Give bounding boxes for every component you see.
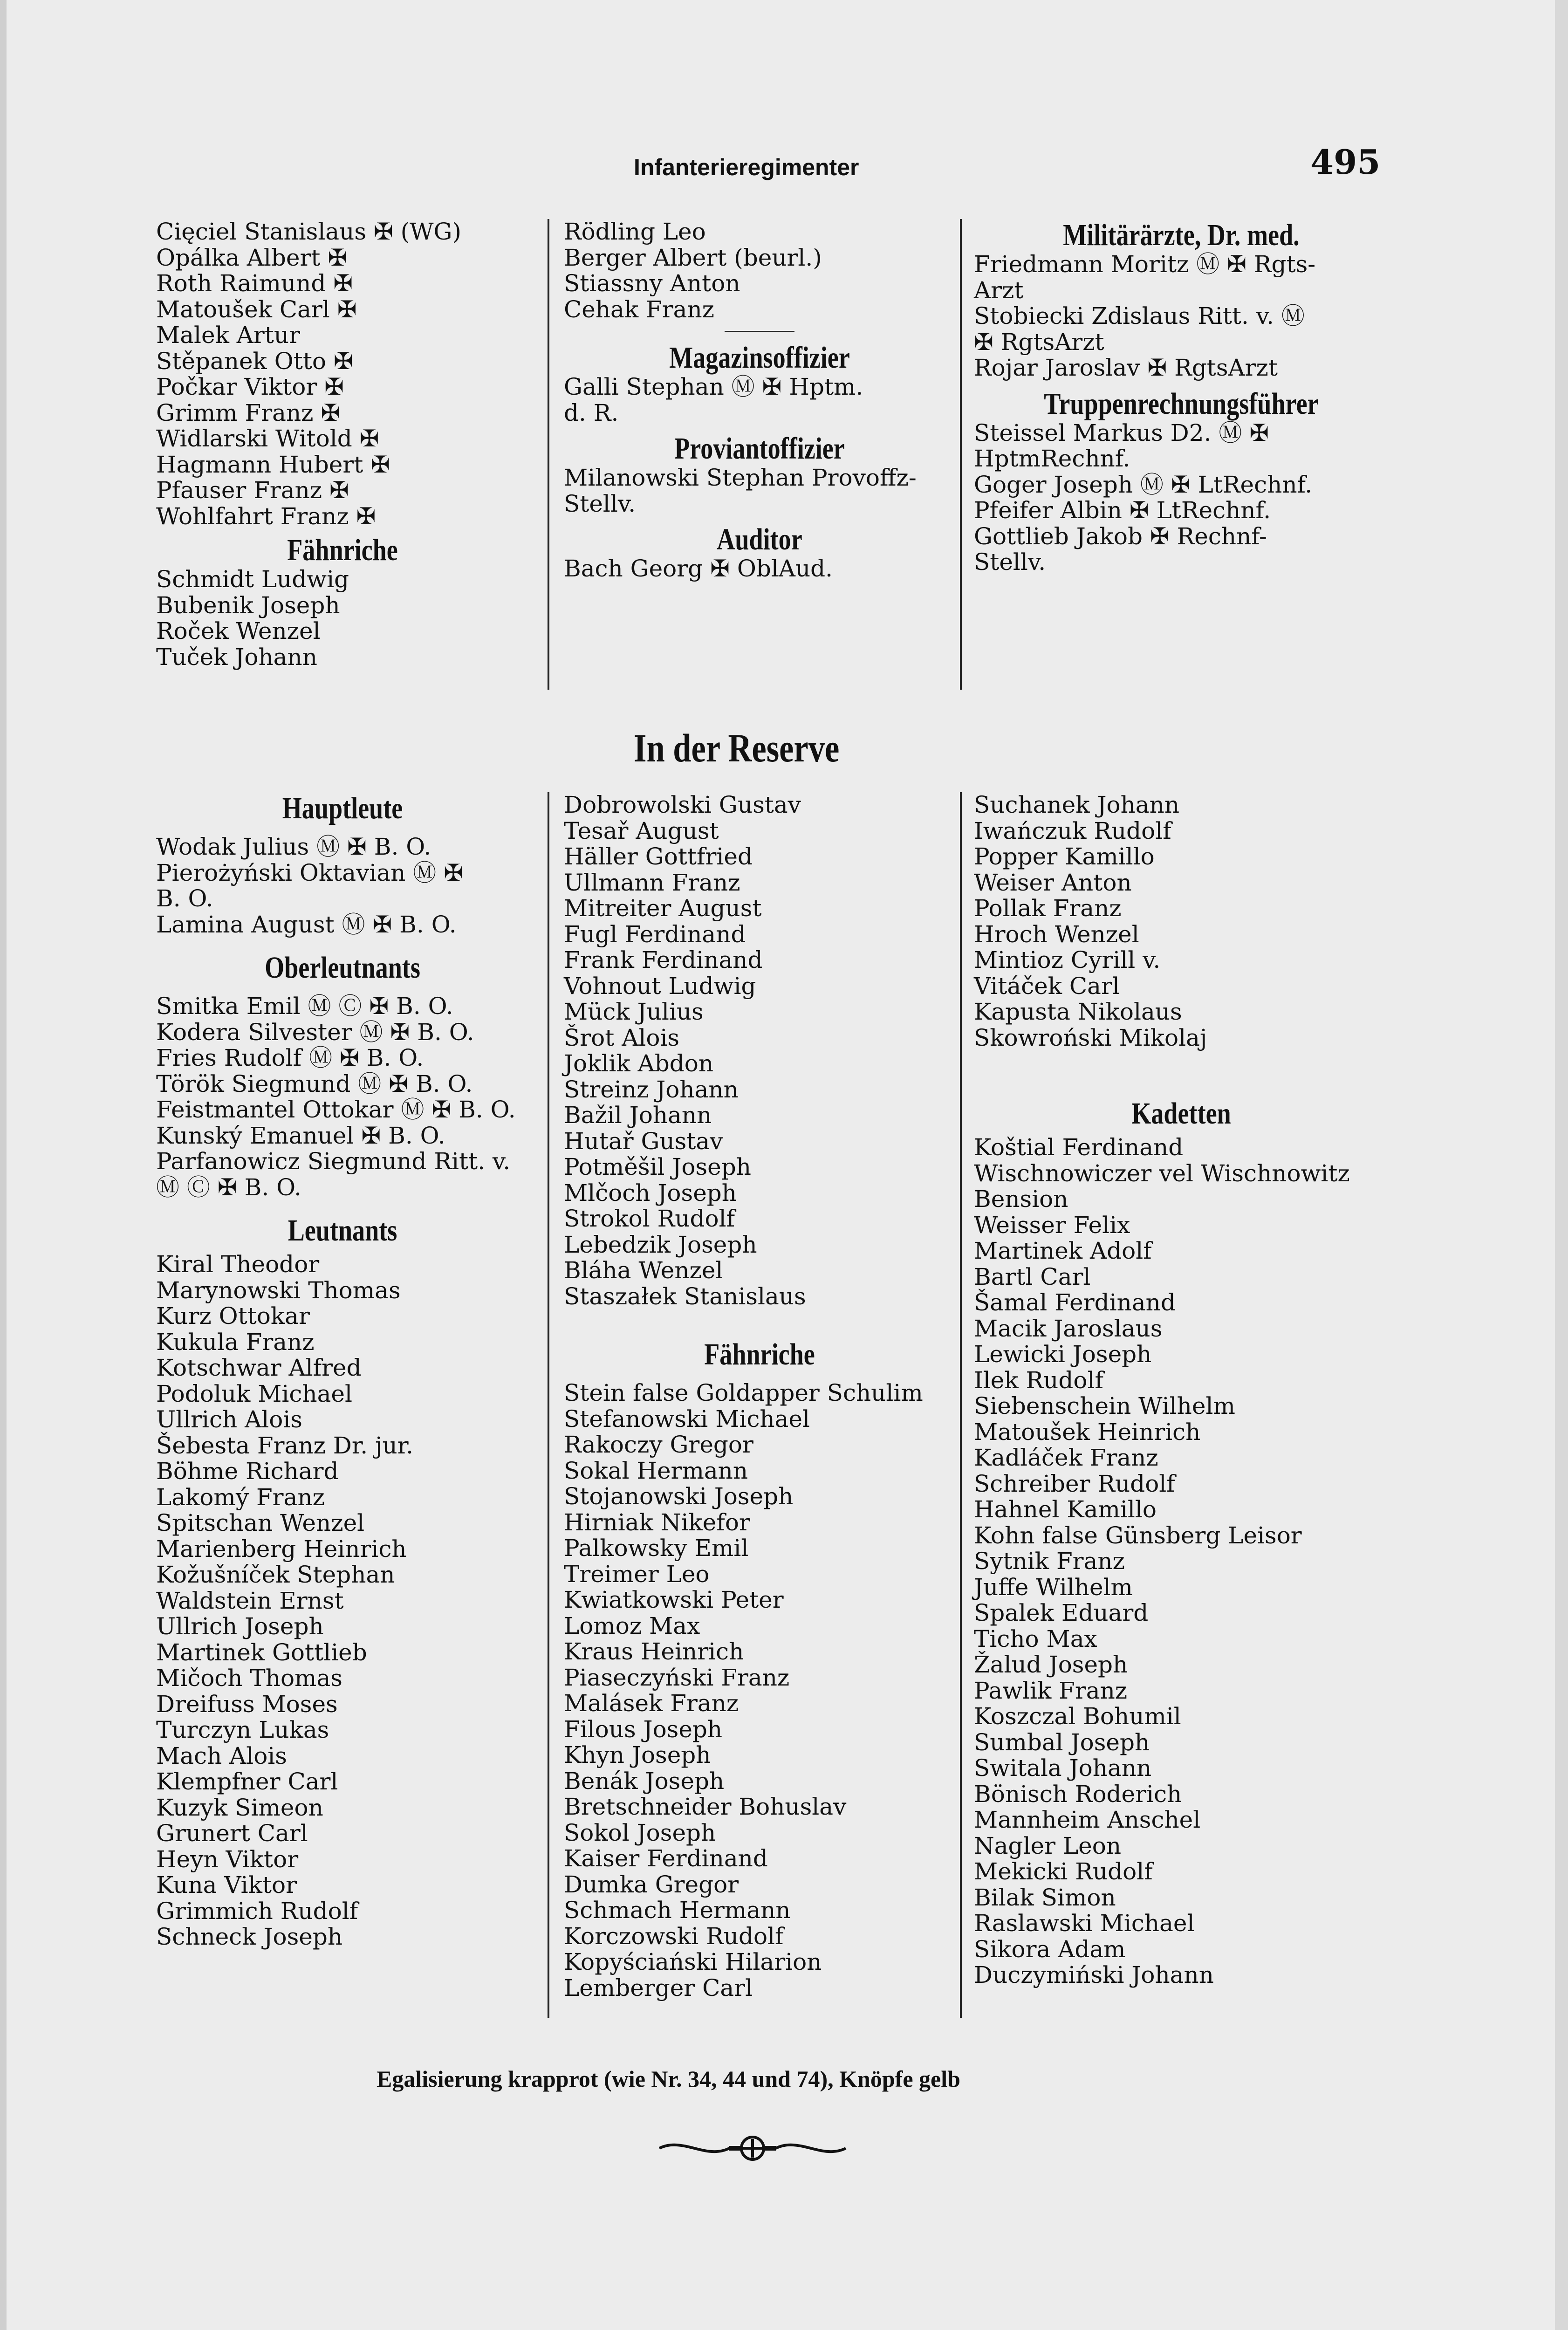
roster-entry: Fugl Ferdinand xyxy=(564,920,746,948)
roster-entry: Šamal Ferdinand xyxy=(974,1289,1176,1316)
roster-entry: Lamina August Ⓜ ✠ B. O. xyxy=(156,911,457,938)
roster-entry: Stellv. xyxy=(974,548,1046,576)
roster-entry: Hroch Wenzel xyxy=(974,920,1139,948)
roster-entry: Galli Stephan Ⓜ ✠ Hptm. xyxy=(564,373,863,400)
roster-entry: Sokal Hermann xyxy=(564,1457,748,1484)
roster-entry: Stěpanek Otto ✠ xyxy=(156,347,353,375)
roster-entry: Kurz Ottokar xyxy=(156,1302,310,1329)
roster-entry: Kiral Theodor xyxy=(156,1251,320,1278)
roster-entry: Stojanowski Joseph xyxy=(564,1483,794,1510)
roster-entry: Pawlik Franz xyxy=(974,1677,1128,1704)
roster-entry: Lebedzik Joseph xyxy=(564,1231,757,1258)
top-column-1 xyxy=(156,219,529,670)
roster-entry: Grimmich Rudolf xyxy=(156,1897,358,1925)
roster-entry: Ullrich Alois xyxy=(156,1406,302,1433)
reserve-column-3 xyxy=(974,792,1389,1988)
roster-entry: Mach Alois xyxy=(156,1742,287,1769)
roster-entry: Roček Wenzel xyxy=(156,617,321,644)
roster-entry: Dobrowolski Gustav xyxy=(564,791,801,818)
roster-entry: Lewicki Joseph xyxy=(974,1341,1152,1368)
roster-entry: Mlčoch Joseph xyxy=(564,1179,737,1206)
roster-entry: Kadláček Franz xyxy=(974,1444,1158,1471)
roster-entry: Feistmantel Ottokar Ⓜ ✠ B. O. xyxy=(156,1096,516,1123)
roster-entry: Filous Joseph xyxy=(564,1715,723,1743)
roster-entry: Nagler Leon xyxy=(974,1832,1122,1859)
roster-entry: Bension xyxy=(974,1186,1068,1213)
roster-entry: Tuček Johann xyxy=(156,643,317,671)
roster-entry: Lemberger Carl xyxy=(564,1974,753,2001)
roster-entry: Pfeifer Albin ✠ LtRechnf. xyxy=(974,497,1271,524)
roster-entry: Bach Georg ✠ OblAud. xyxy=(564,555,833,582)
roster-entry: Joklik Abdon xyxy=(564,1050,714,1077)
roster-entry: Widlarski Witold ✠ xyxy=(156,425,379,452)
roster-entry: Sytnik Franz xyxy=(974,1548,1125,1575)
roster-entry: Kotschwar Alfred xyxy=(156,1354,362,1381)
roster-entry: Kožušníček Stephan xyxy=(156,1561,395,1588)
roster-entry: Goger Joseph Ⓜ ✠ LtRechnf. xyxy=(974,471,1313,498)
section-heading: Fähnriche xyxy=(287,533,398,567)
roster-entry: Skowroński Mikolaj xyxy=(974,1024,1207,1051)
roster-entry: Staszałek Stanislaus xyxy=(564,1282,806,1310)
section-heading: Proviantoffizier xyxy=(674,432,845,466)
roster-entry: Kohn false Günsberg Leisor xyxy=(974,1521,1302,1549)
roster-entry: Macik Jaroslaus xyxy=(974,1315,1163,1342)
roster-entry: Spalek Eduard xyxy=(974,1599,1149,1626)
roster-entry: Ullrich Joseph xyxy=(156,1613,324,1640)
roster-entry: Bretschneider Bohuslav xyxy=(564,1793,847,1820)
roster-entry: Koštial Ferdinand xyxy=(974,1134,1184,1161)
section-heading: Oberleutnants xyxy=(265,951,420,985)
ornament-icon xyxy=(655,2132,850,2165)
roster-entry: Kwiatkowski Peter xyxy=(564,1586,784,1613)
roster-entry: Marynowski Thomas xyxy=(156,1276,401,1304)
roster-entry: Malek Artur xyxy=(156,322,300,349)
roster-entry: Vitáček Carl xyxy=(974,972,1120,1000)
roster-entry: Mičoch Thomas xyxy=(156,1665,342,1692)
roster-entry: Bubenik Joseph xyxy=(156,591,340,619)
roster-entry: Duczymiński Johann xyxy=(974,1961,1214,1988)
section-heading: Auditor xyxy=(717,522,802,556)
roster-entry: Pfauser Franz ✠ xyxy=(156,477,349,504)
roster-entry: Grimm Franz ✠ xyxy=(156,399,341,426)
roster-entry: Ticho Max xyxy=(974,1625,1097,1652)
roster-entry: Schmidt Ludwig xyxy=(156,566,349,593)
roster-entry: Mintioz Cyrill v. xyxy=(974,946,1161,973)
roster-entry: Streinz Johann xyxy=(564,1076,739,1103)
page-number: 495 xyxy=(1310,142,1381,182)
roster-entry: Arzt xyxy=(974,276,1024,304)
roster-entry: Ⓜ Ⓒ ✠ B. O. xyxy=(156,1173,302,1201)
roster-entry: Kopyściański Hilarion xyxy=(564,1948,822,1975)
roster-entry: Podoluk Michael xyxy=(156,1380,352,1407)
section-heading: Leutnants xyxy=(288,1213,397,1247)
roster-entry: Parfanowicz Siegmund Ritt. v. xyxy=(156,1148,511,1175)
roster-entry: Marienberg Heinrich xyxy=(156,1535,407,1562)
roster-entry: Roth Raimund ✠ xyxy=(156,270,353,297)
roster-entry: Opálka Albert ✠ xyxy=(156,244,348,271)
roster-entry: ✠ RgtsArzt xyxy=(974,328,1104,356)
roster-entry: Berger Albert (beurl.) xyxy=(564,244,822,271)
roster-entry: Šebesta Franz Dr. jur. xyxy=(156,1432,414,1459)
roster-entry: Rödling Leo xyxy=(564,218,706,245)
roster-entry: Strokol Rudolf xyxy=(564,1205,735,1232)
roster-entry: Cięciel Stanislaus ✠ (WG) xyxy=(156,218,462,245)
roster-entry: Hahnel Kamillo xyxy=(974,1496,1157,1523)
roster-entry: Häller Gottfried xyxy=(564,843,753,870)
roster-entry: Stobiecki Zdislaus Ritt. v. Ⓜ xyxy=(974,302,1305,329)
roster-entry: Kraus Heinrich xyxy=(564,1638,744,1665)
roster-entry: Sumbal Joseph xyxy=(974,1728,1150,1756)
roster-entry: Khyn Joseph xyxy=(564,1741,711,1768)
roster-entry: Kunský Emanuel ✠ B. O. xyxy=(156,1122,445,1149)
reserve-column-1 xyxy=(156,792,529,1950)
roster-entry: Grunert Carl xyxy=(156,1820,308,1847)
running-title: Infanterieregimenter xyxy=(634,154,859,180)
roster-entry: Stefanowski Michael xyxy=(564,1405,810,1432)
roster-entry: Stein false Goldapper Schulim xyxy=(564,1379,923,1406)
roster-entry: Juffe Wilhelm xyxy=(974,1573,1133,1601)
roster-entry: Mitreiter August xyxy=(564,895,762,922)
roster-entry: Bažil Johann xyxy=(564,1102,712,1129)
top-column-2 xyxy=(564,219,955,582)
roster-entry: Lomoz Max xyxy=(564,1612,700,1639)
roster-entry: Hagmann Hubert ✠ xyxy=(156,451,390,478)
roster-entry: HptmRechnf. xyxy=(974,445,1130,472)
roster-entry: Turczyn Lukas xyxy=(156,1716,329,1743)
roster-entry: Mannheim Anschel xyxy=(974,1806,1201,1833)
roster-entry: Fries Rudolf Ⓜ ✠ B. O. xyxy=(156,1044,424,1071)
roster-entry: Klempfner Carl xyxy=(156,1768,338,1795)
roster-entry: Gottlieb Jakob ✠ Rechnf- xyxy=(974,522,1267,550)
section-heading: Militärärzte, Dr. med. xyxy=(1063,218,1300,252)
roster-entry: Bartl Carl xyxy=(974,1263,1091,1290)
roster-entry: Matoušek Heinrich xyxy=(974,1418,1201,1446)
roster-entry: Dumka Gregor xyxy=(564,1871,739,1898)
column-rule xyxy=(548,219,549,690)
roster-entry: Steissel Markus D2. Ⓜ ✠ xyxy=(974,419,1269,446)
roster-entry: Martinek Gottlieb xyxy=(156,1638,367,1666)
roster-entry: Kukula Franz xyxy=(156,1328,315,1356)
reserve-heading: In der Reserve xyxy=(634,726,840,770)
roster-entry: Dreifuss Moses xyxy=(156,1690,338,1718)
roster-entry: Stiassny Anton xyxy=(564,270,740,297)
roster-entry: Switala Johann xyxy=(974,1754,1152,1782)
roster-entry: Suchanek Johann xyxy=(974,791,1180,818)
roster-entry: Matoušek Carl ✠ xyxy=(156,295,357,323)
section-heading: Magazinsoffizier xyxy=(669,341,850,375)
roster-entry: Friedmann Moritz Ⓜ ✠ Rgts- xyxy=(974,251,1316,278)
roster-entry: Mück Julius xyxy=(564,998,704,1025)
roster-entry: Siebenschein Wilhelm xyxy=(974,1392,1235,1419)
roster-entry: Weisser Felix xyxy=(974,1211,1130,1239)
roster-entry: Sikora Adam xyxy=(974,1935,1126,1963)
divider xyxy=(725,331,794,332)
roster-entry: Török Siegmund Ⓜ ✠ B. O. xyxy=(156,1070,473,1097)
roster-entry: Iwańczuk Rudolf xyxy=(974,817,1171,844)
roster-entry: Kaiser Ferdinand xyxy=(564,1845,768,1872)
roster-entry: Kodera Silvester Ⓜ ✠ B. O. xyxy=(156,1018,474,1046)
roster-entry: Treimer Leo xyxy=(564,1560,710,1588)
top-column-3 xyxy=(974,219,1389,576)
roster-entry: Mekicki Rudolf xyxy=(974,1858,1153,1885)
roster-entry: Raslawski Michael xyxy=(974,1910,1195,1937)
reserve-column-2 xyxy=(564,792,955,2001)
roster-entry: Koszczal Bohumil xyxy=(974,1703,1181,1730)
roster-entry: Palkowsky Emil xyxy=(564,1535,749,1562)
roster-entry: Waldstein Ernst xyxy=(156,1587,344,1614)
roster-entry: Smitka Emil Ⓜ Ⓒ ✠ B. O. xyxy=(156,993,453,1020)
roster-entry: Spitschan Wenzel xyxy=(156,1509,365,1536)
roster-entry: Rakoczy Gregor xyxy=(564,1431,753,1458)
roster-entry: Korczowski Rudolf xyxy=(564,1922,784,1950)
roster-entry: Kapusta Nikolaus xyxy=(974,998,1182,1025)
roster-entry: Ullmann Franz xyxy=(564,869,740,896)
roster-entry: Sokol Joseph xyxy=(564,1819,716,1846)
roster-entry: Weiser Anton xyxy=(974,869,1132,896)
roster-entry: Hutař Gustav xyxy=(564,1127,723,1155)
roster-entry: Popper Kamillo xyxy=(974,843,1155,870)
roster-entry: Schreiber Rudolf xyxy=(974,1470,1175,1497)
column-rule xyxy=(960,792,962,2018)
roster-entry: Kuna Viktor xyxy=(156,1871,297,1898)
roster-entry: Martinek Adolf xyxy=(974,1237,1152,1264)
roster-entry: Hirniak Nikefor xyxy=(564,1508,750,1536)
roster-entry: Vohnout Ludwig xyxy=(564,972,756,1000)
roster-entry: Žalud Joseph xyxy=(974,1651,1128,1678)
roster-entry: B. O. xyxy=(156,885,213,912)
facings-note: Egalisierung krapprot (wie Nr. 34, 44 und 74), Knöpfe gelb xyxy=(377,2066,960,2092)
section-heading: Truppenrechnungsführer xyxy=(1044,386,1319,421)
roster-entry: Malásek Franz xyxy=(564,1690,739,1717)
roster-entry: Tesař August xyxy=(564,817,719,844)
roster-entry: Piaseczyński Franz xyxy=(564,1664,790,1691)
roster-entry: Milanowski Stephan Provoffz- xyxy=(564,464,917,491)
roster-entry: Bilak Simon xyxy=(974,1884,1116,1911)
roster-entry: Schmach Hermann xyxy=(564,1897,791,1924)
roster-entry: Bláha Wenzel xyxy=(564,1257,723,1284)
roster-entry: Cehak Franz xyxy=(564,295,714,323)
column-rule xyxy=(548,792,549,2018)
roster-entry: d. R. xyxy=(564,399,619,426)
roster-entry: Wischnowiczer vel Wischnowitz xyxy=(974,1159,1350,1187)
roster-entry: Šrot Alois xyxy=(564,1024,680,1051)
roster-entry: Benák Joseph xyxy=(564,1767,725,1795)
roster-entry: Wohlfahrt Franz ✠ xyxy=(156,502,376,530)
roster-entry: Rojar Jaroslav ✠ RgtsArzt xyxy=(974,354,1278,381)
section-heading: Fähnriche xyxy=(704,1337,815,1371)
roster-entry: Bönisch Roderich xyxy=(974,1780,1182,1808)
roster-entry: Ilek Rudolf xyxy=(974,1366,1103,1394)
roster-entry: Wodak Julius Ⓜ ✠ B. O. xyxy=(156,833,431,860)
roster-entry: Počkar Viktor ✠ xyxy=(156,373,344,400)
roster-entry: Böhme Richard xyxy=(156,1458,339,1485)
roster-entry: Schneck Joseph xyxy=(156,1923,343,1950)
section-heading: Kadetten xyxy=(1131,1096,1231,1131)
column-rule xyxy=(960,219,962,690)
roster-entry: Pierożyński Oktavian Ⓜ ✠ xyxy=(156,859,463,886)
roster-entry: Stellv. xyxy=(564,490,636,517)
section-heading: Hauptleute xyxy=(282,791,403,825)
roster-entry: Pollak Franz xyxy=(974,895,1122,922)
roster-entry: Kuzyk Simeon xyxy=(156,1794,323,1821)
roster-entry: Lakomý Franz xyxy=(156,1483,325,1511)
roster-entry: Frank Ferdinand xyxy=(564,946,763,973)
roster-entry: Potměšil Joseph xyxy=(564,1153,751,1180)
roster-entry: Heyn Viktor xyxy=(156,1845,299,1873)
